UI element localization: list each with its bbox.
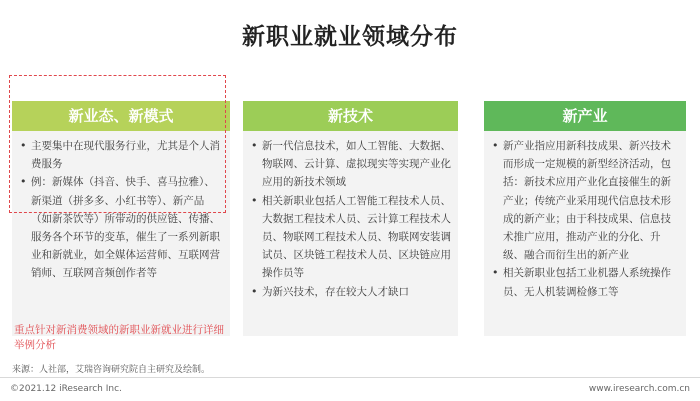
column-body [484, 131, 686, 336]
bullet-list [249, 137, 452, 301]
copyright-text: ©2021.12 iResearch Inc. [10, 384, 122, 394]
highlight-note: 重点针对新消费领域的新职业新就业进行详细举例分析 [14, 324, 224, 351]
bullet-item: • 主要集中在现代服务行业，尤其是个人消费服务 [18, 137, 224, 173]
page-title: 新职业就业领域分布 [242, 24, 458, 50]
footer-divider [0, 377, 700, 378]
highlight-dashed-box [9, 75, 226, 213]
column-header: 新业态、新模式 [12, 101, 230, 131]
bullet-item: • 相关新职业包括人工智能工程技术人员、大数据工程技术人员、云计算工程技术人员、物联网工程技术人员、物联网安装调试员、区块链工程技术人员、区块链应用操作员等 [249, 192, 452, 283]
top-rule [0, 0, 700, 4]
website-link[interactable]: www.iresearch.com.cn [588, 384, 690, 394]
column-header: 新技术 [243, 101, 458, 131]
bullet-item: • 新产业指应用新科技成果、新兴技术而形成一定规模的新型经济活动，包括：新技术应用产业化直接催生的新产业；传统产业采用现代信息技术形成的新产业；由于科技成果、信息技术推广应用，推动产业的分化、升级、融合而衍生出的新产业 [490, 137, 680, 264]
column-body [243, 131, 458, 336]
column-header: 新产业 [484, 101, 686, 131]
bullet-item: • 例：新媒体（抖音、快手、喜马拉雅）、新渠道（拼多多、小红书等）、新产品（如新茶饮等）所带动的供应链、传播、服务各个环节的变革，催生了一系列新职业和新就业，如全媒体运营师、互联网营销师、互联网音频创作者等 [18, 173, 224, 282]
source-note: 来源：人社部，艾瑞咨询研究院自主研究及绘制。 [12, 365, 211, 375]
bullet-list [490, 137, 680, 301]
bullet-item: • 相关新职业包括工业机器人系统操作员、无人机装调检修工等 [490, 264, 680, 300]
bullet-item: • 新一代信息技术，如人工智能、大数据、物联网、云计算、虚拟现实等实现产业化应用的新技术领域 [249, 137, 452, 192]
column-new-industry [484, 101, 686, 336]
column-new-technology [243, 101, 458, 336]
bullet-item: • 为新兴技术，存在较大人才缺口 [249, 283, 452, 301]
